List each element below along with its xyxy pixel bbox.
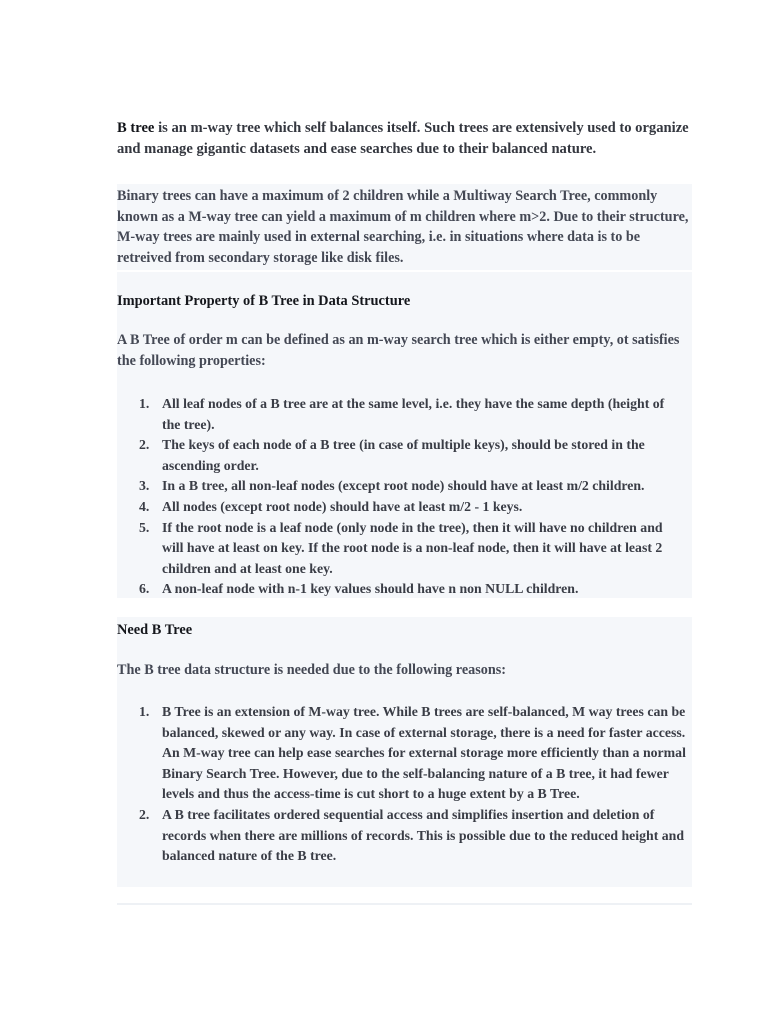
binary-tree-paragraph: Binary trees can have a maximum of 2 children while a Multiway Search Tree, commonly known as a M-way tree can yield a maximum of m children where m>2. Due to their structure, M-way trees are mainly used in external searching, i.e. in situations where data is to be retreived from secondary storage like disk files.	[117, 184, 692, 270]
list-text: If the root node is a leaf node (only node in the tree), then it will have no children and will have at least on key. If the root node is a non-leaf node, then it will have at least 2 children and at least one key.	[162, 519, 663, 576]
list-text: All leaf nodes of a B tree are at the same level, i.e. they have the same depth (height of the tree).	[162, 396, 665, 432]
intro-term: B tree	[117, 120, 155, 136]
list-item	[117, 497, 692, 518]
list-item	[117, 702, 692, 805]
list-text: A non-leaf node with n-1 key values should have n non NULL children.	[162, 581, 579, 597]
need-paragraph: The B tree data structure is needed due to the following reasons:	[117, 655, 692, 697]
divider	[117, 903, 692, 905]
list-number: 5.	[139, 519, 150, 535]
list-item	[117, 579, 692, 600]
need-heading: Need B Tree	[117, 617, 692, 655]
list-number: 1.	[139, 396, 150, 411]
list-item	[117, 435, 692, 476]
property-heading: Important Property of B Tree in Data Structure	[117, 272, 692, 322]
list-number: 3.	[139, 478, 150, 494]
list-number: 1.	[139, 704, 150, 719]
reasons-list	[117, 697, 692, 887]
list-number: 4.	[139, 498, 150, 514]
list-text: B Tree is an extension of M-way tree. While B trees are self-balanced, M way trees can be balanced, skewed or any way. In case of external storage, there is a need for faster access. An M-way tree can help ease searches for external storage more efficiently than a normal Binary Search Tree. However, due to the self-balancing nature of a B tree, it had fewer levels and thus the access-time is cut short to a huge extent by a B Tree.	[162, 704, 686, 802]
list-item	[117, 476, 692, 497]
order-paragraph: A B Tree of order m can be defined as an m-way search tree which is either empty, ot satisfies the following properties:	[117, 322, 692, 386]
list-item	[117, 805, 692, 867]
list-number: 2.	[139, 806, 150, 822]
list-text: A B tree facilitates ordered sequential access and simplifies insertion and deletion of records when there are millions of records. This is possible due to the reduced height and balanced nature of the B tree.	[162, 806, 685, 864]
properties-list	[117, 386, 692, 598]
list-item	[117, 394, 692, 435]
list-text: All nodes (except root node) should have at least m/2 - 1 keys.	[162, 498, 523, 514]
intro-paragraph	[117, 118, 692, 160]
intro-text: is an m-way tree which self balances itself. Such trees are extensively used to organize and manage gigantic datasets and ease searches due to their balanced nature.	[117, 120, 689, 157]
list-number: 6.	[139, 581, 150, 597]
list-text: In a B tree, all non-leaf nodes (except root node) should have at least m/2 children.	[162, 478, 645, 494]
list-item	[117, 518, 692, 580]
list-text: The keys of each node of a B tree (in case of multiple keys), should be stored in the ascending order.	[162, 437, 645, 473]
list-number: 2.	[139, 437, 150, 453]
